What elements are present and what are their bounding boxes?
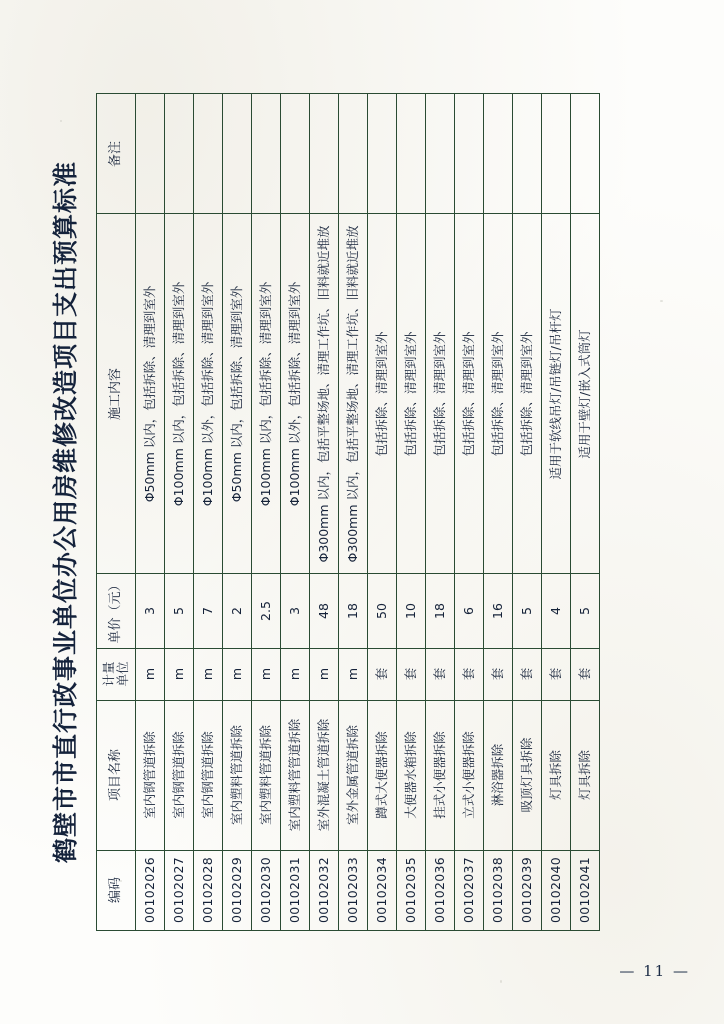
cell-name: 灯具拆除 — [542, 700, 571, 850]
cell-unit: 套 — [571, 648, 600, 700]
table-row — [484, 94, 513, 930]
cell-price: 5 — [165, 574, 194, 648]
cell-remark — [165, 94, 194, 214]
cell-unit: 套 — [426, 648, 455, 700]
cell-code: 00102026 — [136, 850, 165, 930]
cell-remark — [310, 94, 339, 214]
cell-unit: m — [281, 648, 310, 700]
cell-unit: m — [339, 648, 368, 700]
cell-remark — [281, 94, 310, 214]
column-header-unit-line1: 计量 — [100, 661, 116, 687]
table-row — [513, 94, 542, 930]
cell-content: Φ100mm 以外，包括拆除、清理到室外 — [194, 214, 223, 574]
cell-price: 5 — [513, 574, 542, 648]
cell-unit: m — [165, 648, 194, 700]
table-row — [310, 94, 339, 930]
cell-price: 10 — [397, 574, 426, 648]
cell-remark — [571, 94, 600, 214]
cell-content: Φ50mm 以内，包括拆除、清理到室外 — [136, 214, 165, 574]
cell-content: Φ100mm 以外，包括拆除、清理到室外 — [281, 214, 310, 574]
cell-remark — [426, 94, 455, 214]
cell-code: 00102033 — [339, 850, 368, 930]
cell-unit: 套 — [455, 648, 484, 700]
cell-code: 00102038 — [484, 850, 513, 930]
cell-name: 室内塑料管道拆除 — [223, 700, 252, 850]
table-row — [194, 94, 223, 930]
cell-unit: 套 — [542, 648, 571, 700]
cell-content: Φ100mm 以内，包括拆除、清理到室外 — [165, 214, 194, 574]
cell-code: 00102041 — [571, 850, 600, 930]
cell-content: 包括拆除、清理到室外 — [368, 214, 397, 574]
cell-unit: 套 — [513, 648, 542, 700]
cell-remark — [542, 94, 571, 214]
cell-name: 室内塑料管管道拆除 — [281, 700, 310, 850]
cell-code: 00102027 — [165, 850, 194, 930]
cell-unit: m — [223, 648, 252, 700]
cell-remark — [339, 94, 368, 214]
cell-price: 16 — [484, 574, 513, 648]
cell-name: 大便器水箱拆除 — [397, 700, 426, 850]
table-row — [571, 94, 600, 930]
column-header-unit — [97, 648, 136, 700]
cell-price: 18 — [426, 574, 455, 648]
cell-remark — [397, 94, 426, 214]
column-header-code: 编码 — [97, 850, 136, 930]
cell-remark — [455, 94, 484, 214]
cell-remark — [368, 94, 397, 214]
table-row — [397, 94, 426, 930]
cell-content: Φ50mm 以内，包括拆除、清理到室外 — [223, 214, 252, 574]
cell-content: 包括拆除、清理到室外 — [513, 214, 542, 574]
cell-name: 挂式小便器拆除 — [426, 700, 455, 850]
cell-price: 2.5 — [252, 574, 281, 648]
cell-name: 室内塑料管道拆除 — [252, 700, 281, 850]
cell-name: 室外混凝土管道拆除 — [310, 700, 339, 850]
table-row — [339, 94, 368, 930]
table-row — [426, 94, 455, 930]
column-header-remark: 备注 — [97, 94, 136, 214]
table-body — [136, 94, 600, 930]
cell-remark — [194, 94, 223, 214]
cell-unit: m — [252, 648, 281, 700]
cell-content: 适用于壁灯/嵌入式筒灯 — [571, 214, 600, 574]
cell-price: 7 — [194, 574, 223, 648]
cell-price: 18 — [339, 574, 368, 648]
cell-code: 00102037 — [455, 850, 484, 930]
table-row — [281, 94, 310, 930]
cell-unit: m — [194, 648, 223, 700]
cell-remark — [252, 94, 281, 214]
table-row — [542, 94, 571, 930]
cell-unit: m — [136, 648, 165, 700]
budget-standards-table — [96, 94, 600, 931]
table-row — [136, 94, 165, 930]
cell-name: 室外金属管道拆除 — [339, 700, 368, 850]
cell-code: 00102031 — [281, 850, 310, 930]
cell-code: 00102039 — [513, 850, 542, 930]
cell-name: 室内钢管道拆除 — [194, 700, 223, 850]
cell-code: 00102036 — [426, 850, 455, 930]
cell-unit: m — [310, 648, 339, 700]
cell-code: 00102029 — [223, 850, 252, 930]
cell-content: 包括拆除、清理到室外 — [426, 214, 455, 574]
rotated-document-body — [42, 42, 682, 982]
cell-price: 3 — [281, 574, 310, 648]
cell-name: 室内钢管道拆除 — [165, 700, 194, 850]
table-header — [97, 94, 136, 930]
cell-unit: 套 — [484, 648, 513, 700]
cell-code: 00102034 — [368, 850, 397, 930]
table-row — [368, 94, 397, 930]
cell-unit: 套 — [397, 648, 426, 700]
cell-content: Φ300mm 以内，包括平整场地、清理工作坑、旧料就近堆放 — [339, 214, 368, 574]
cell-price: 6 — [455, 574, 484, 648]
column-header-price: 单价（元） — [97, 574, 136, 648]
cell-name: 蹲式大便器拆除 — [368, 700, 397, 850]
cell-name: 室内钢管道拆除 — [136, 700, 165, 850]
cell-code: 00102030 — [252, 850, 281, 930]
cell-unit: 套 — [368, 648, 397, 700]
cell-code: 00102035 — [397, 850, 426, 930]
cell-remark — [513, 94, 542, 214]
cell-price: 4 — [542, 574, 571, 648]
cell-price: 3 — [136, 574, 165, 648]
cell-code: 00102028 — [194, 850, 223, 930]
column-header-content: 施工内容 — [97, 214, 136, 574]
table-row — [165, 94, 194, 930]
cell-content: 包括拆除、清理到室外 — [397, 214, 426, 574]
cell-name: 立式小便器拆除 — [455, 700, 484, 850]
cell-name: 吸顶灯具拆除 — [513, 700, 542, 850]
cell-content: Φ100mm 以内，包括拆除、清理到室外 — [252, 214, 281, 574]
page-title: 鹤壁市市直行政事业单位办公用房维修改造项目支出预算标准 — [51, 161, 80, 864]
table-row — [455, 94, 484, 930]
cell-remark — [136, 94, 165, 214]
cell-price: 50 — [368, 574, 397, 648]
cell-price: 2 — [223, 574, 252, 648]
cell-content: 适用于软线吊灯/吊链灯/吊杆灯 — [542, 214, 571, 574]
table-header-row — [97, 94, 136, 930]
cell-remark — [223, 94, 252, 214]
cell-price: 5 — [571, 574, 600, 648]
cell-price: 48 — [310, 574, 339, 648]
cell-content: Φ300mm 以内，包括平整场地、清理工作坑、旧料就近堆放 — [310, 214, 339, 574]
page-number: — 11 — — [619, 962, 690, 980]
cell-name: 灯具拆除 — [571, 700, 600, 850]
column-header-unit-line2: 单位 — [115, 661, 130, 687]
cell-remark — [484, 94, 513, 214]
table-row — [252, 94, 281, 930]
cell-name: 淋浴器拆除 — [484, 700, 513, 850]
cell-content: 包括拆除、清理到室外 — [455, 214, 484, 574]
cell-code: 00102032 — [310, 850, 339, 930]
table-row — [223, 94, 252, 930]
column-header-name: 项目名称 — [97, 700, 136, 850]
cell-code: 00102040 — [542, 850, 571, 930]
cell-content: 包括拆除、清理到室外 — [484, 214, 513, 574]
